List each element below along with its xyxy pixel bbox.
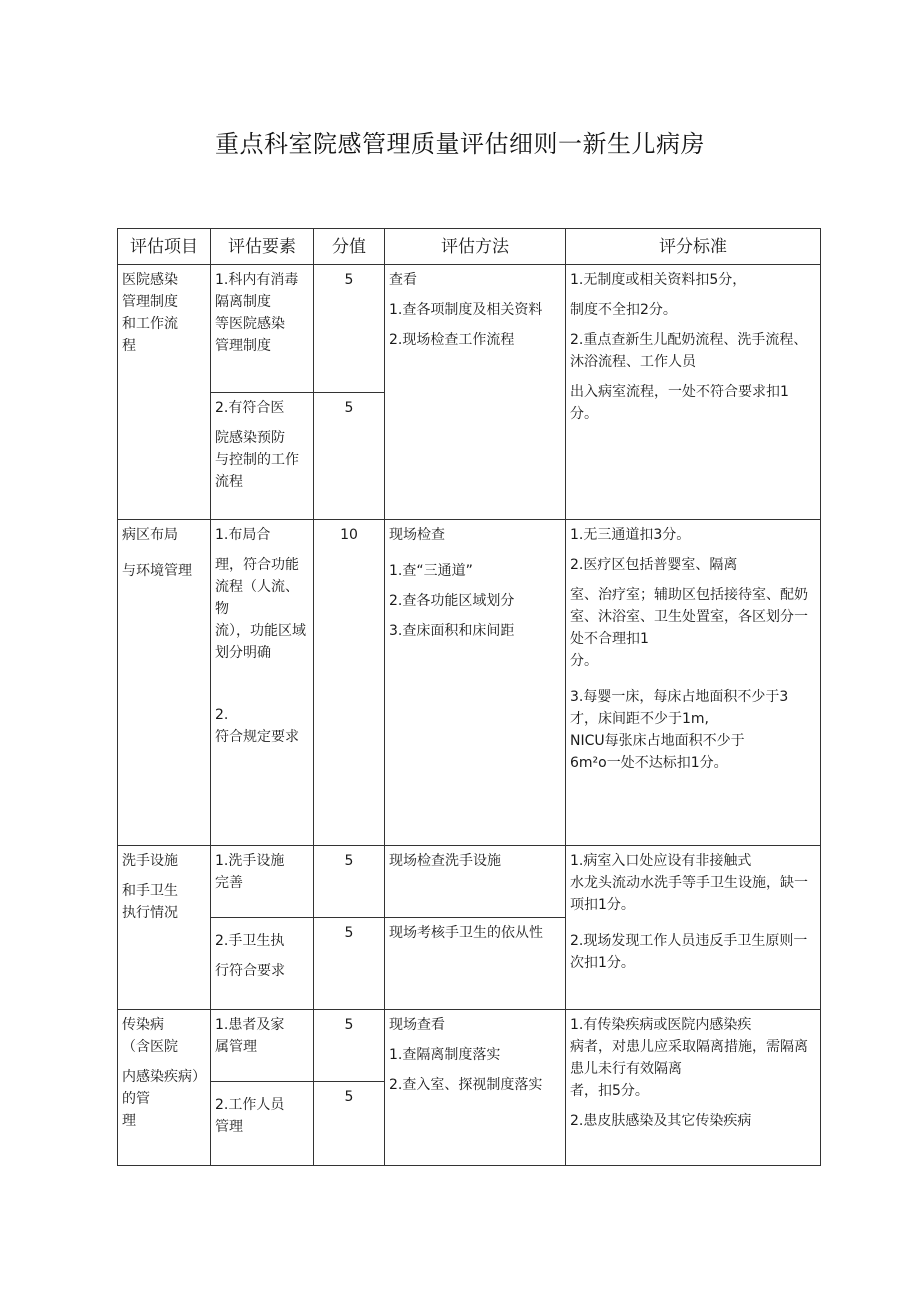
table-row	[118, 265, 821, 393]
score-cell: 5	[314, 1010, 385, 1082]
element-cell: 1.科内有消毒 隔离制度 等医院感染 管理制度	[211, 265, 314, 393]
evaluation-table	[117, 228, 821, 1166]
category-cell: 传染病 （含医院 内感染疾病）的管 理	[118, 1010, 211, 1166]
element-cell: 1.洗手设施 完善	[211, 846, 314, 918]
score-cell: 5	[314, 265, 385, 393]
category-cell: 病区布局 与环境管理	[118, 520, 211, 846]
element-cell: 1.布局合 理，符合功能流程（人流、物 流），功能区域划分明确 2. 符合规定要求	[211, 520, 314, 846]
standard-cell: 1.无三通道扣3分。 2.医疗区包括普婴室、隔离 室、治疗室；辅助区包括接待室、配奶室、沐浴室、卫生处置室，各区划分一处不合理扣1 分。 3.每婴一床，每床占地面积不少于3才，床间距不少于1m, NICU每张床占地面积不少于 6m²o一处不达标扣1分。	[566, 520, 821, 846]
standard-cell: 1.有传染疾病或医院内感染疾 病者，对患儿应采取隔离措施，需隔离患儿未行有效隔离 者，扣5分。 2.患皮肤感染及其它传染疾病	[566, 1010, 821, 1166]
score-cell: 10	[314, 520, 385, 846]
standard-cell: 1.无制度或相关资料扣5分， 制度不全扣2分。 2.重点查新生儿配奶流程、洗手流程、沐浴流程、工作人员 出入病室流程，一处不符合要求扣1分。	[566, 265, 821, 520]
header-standard: 评分标准	[566, 229, 821, 265]
element-cell: 2.工作人员 管理	[211, 1082, 314, 1166]
table-header-row	[118, 229, 821, 265]
method-cell: 现场检查 1.查“三通道” 2.查各功能区域划分 3.查床面积和床间距	[385, 520, 566, 846]
element-cell: 2.有符合医 院感染预防 与控制的工作 流程	[211, 393, 314, 520]
table-row	[118, 1010, 821, 1082]
category-cell: 洗手设施 和手卫生 执行情况	[118, 846, 211, 1010]
method-cell: 现场考核手卫生的依从性	[385, 918, 566, 1010]
header-method: 评估方法	[385, 229, 566, 265]
page-title: 重点科室院感管理质量评估细则一新生儿病房	[215, 130, 705, 158]
table-row	[118, 846, 821, 918]
method-cell: 现场查看 1.查隔离制度落实 2.查入室、探视制度落实	[385, 1010, 566, 1166]
element-cell: 1.患者及家 属管理	[211, 1010, 314, 1082]
element-cell: 2.手卫生执 行符合要求	[211, 918, 314, 1010]
method-cell: 现场检查洗手设施	[385, 846, 566, 918]
method-cell: 查看 1.查各项制度及相关资料 2.现场检查工作流程	[385, 265, 566, 520]
header-element: 评估要素	[211, 229, 314, 265]
table-row	[118, 520, 821, 846]
header-score: 分值	[314, 229, 385, 265]
score-cell: 5	[314, 393, 385, 520]
standard-cell: 1.病室入口处应设有非接触式 水龙头流动水洗手等手卫生设施，缺一项扣1分。 2.现场发现工作人员违反手卫生原则一次扣1分。	[566, 846, 821, 1010]
category-cell: 医院感染 管理制度 和工作流 程	[118, 265, 211, 520]
header-category: 评估项目	[118, 229, 211, 265]
score-cell: 5	[314, 846, 385, 918]
score-cell: 5	[314, 1082, 385, 1166]
score-cell: 5	[314, 918, 385, 1010]
